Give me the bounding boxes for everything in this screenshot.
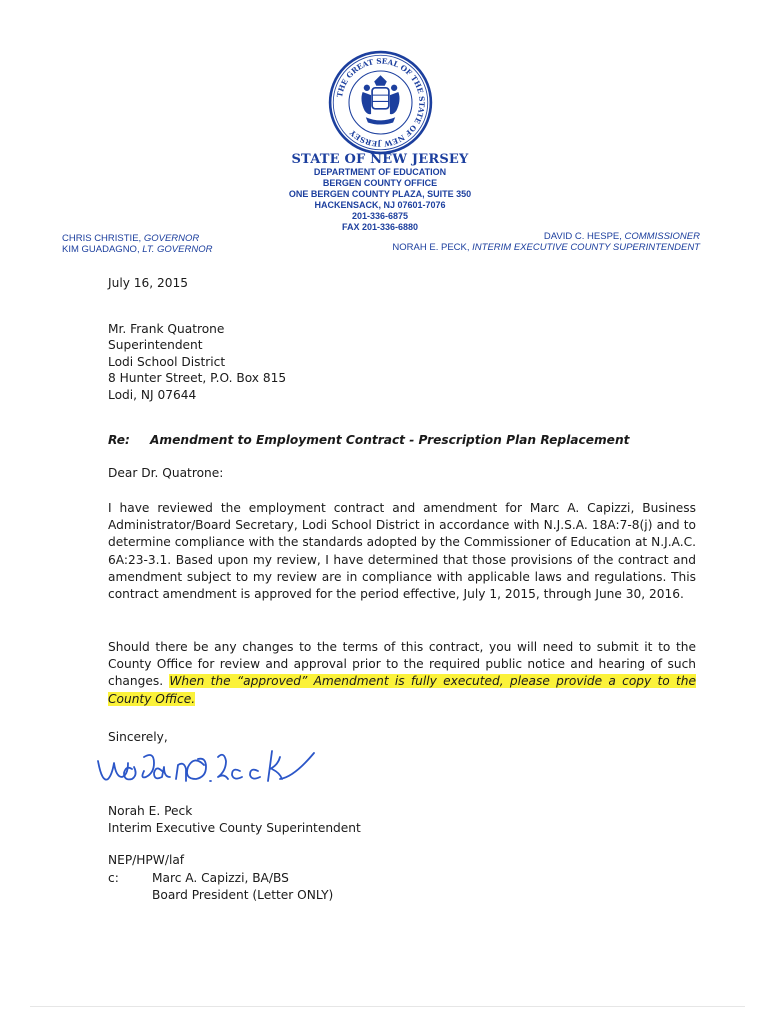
office-fax: FAX 201-336-6880 (341, 222, 419, 232)
paragraph-1: I have reviewed the employment contract and amendment for Marc A. Capizzi, Business Administrator/Board Secretary, Lodi School District in accordance with N.J.S.A. 18A:7-8(j) and to determine compliance with the standards adopted by the Commissioner of Education at N.J.A.C. 6A:23-3.1. Based upon my review, I have determined that those provisions of the contract and amendment subject to my review are in compliance with applicable laws and regulations. This contract amendment is approved for the period effective, July 1, 2015, through June 30, 2016. (108, 501, 696, 602)
signer-title: Interim Executive County Superintendent (108, 821, 361, 835)
recipient-street: 8 Hunter Street, P.O. Box 815 (108, 371, 287, 386)
governor-line: CHRIS CHRISTIE, GOVERNOR (62, 233, 200, 244)
salutation: Dear Dr. Quatrone: (108, 466, 224, 480)
commissioner-line: DAVID C. HESPE, COMMISSIONER (543, 231, 700, 242)
recipient-title: Superintendent (108, 338, 203, 353)
cc-list (108, 870, 333, 903)
office-address: ONE BERGEN COUNTY PLAZA, SUITE 350 (288, 189, 472, 199)
highlighted-request: When the “approved” Amendment is fully executed, please provide a copy to the County Office (108, 674, 696, 706)
recipient-name: Mr. Frank Quatrone (108, 322, 225, 336)
superintendent-line: NORAH E. PECK, INTERIM EXECUTIVE COUNTY SUPERINTENDENT (392, 242, 700, 253)
closing: Sincerely, (108, 730, 168, 744)
cc-item: c: Marc A. Capizzi, BA/BS (108, 871, 289, 885)
paragraph-2-text: Should there be any changes to the terms of this contract, you will need to submit it to the County Office for review and approval prior to the required public notice and hearing of such changes. (108, 640, 696, 689)
reference-initials: NEP/HPW/laf (108, 853, 185, 867)
subject-text: Amendment to Employment Contract - Prescription Plan Replacement (150, 433, 630, 447)
letterhead (230, 152, 530, 233)
paragraph-2 (108, 639, 696, 708)
cc-label: c: (108, 871, 119, 885)
subject-label: Re: (108, 433, 130, 447)
state-name: STATE OF NEW JERSEY (291, 152, 469, 167)
signer-block (108, 803, 361, 837)
signer-name: Norah E. Peck (108, 804, 193, 818)
lt-governor-line: KIM GUADAGNO, LT. GOVERNOR (62, 244, 213, 255)
state-seal-icon (328, 50, 433, 155)
recipient-address (108, 321, 286, 403)
office-phone: 201-336-6875 (351, 211, 409, 221)
recipient-organization: Lodi School District (108, 354, 226, 369)
recipient-city: Lodi, NJ 07644 (108, 387, 197, 402)
department-name: DEPARTMENT OF EDUCATION (313, 167, 447, 177)
signature-image (92, 743, 332, 793)
commissioner-block (392, 231, 700, 253)
highlighted-period: . (191, 691, 196, 706)
office-name: BERGEN COUNTY OFFICE (322, 178, 438, 188)
svg-text:THE GREAT SEAL OF THE STATE OF: THE GREAT SEAL OF THE STATE OF NEW JERSEY (334, 56, 427, 149)
page-edge-divider (30, 1006, 745, 1007)
subject-line (108, 433, 629, 447)
governor-block (62, 233, 212, 255)
office-city: HACKENSACK, NJ 07601-7076 (314, 200, 446, 210)
cc-item: Board President (Letter ONLY) (152, 887, 334, 902)
letter-date: July 16, 2015 (108, 276, 189, 290)
